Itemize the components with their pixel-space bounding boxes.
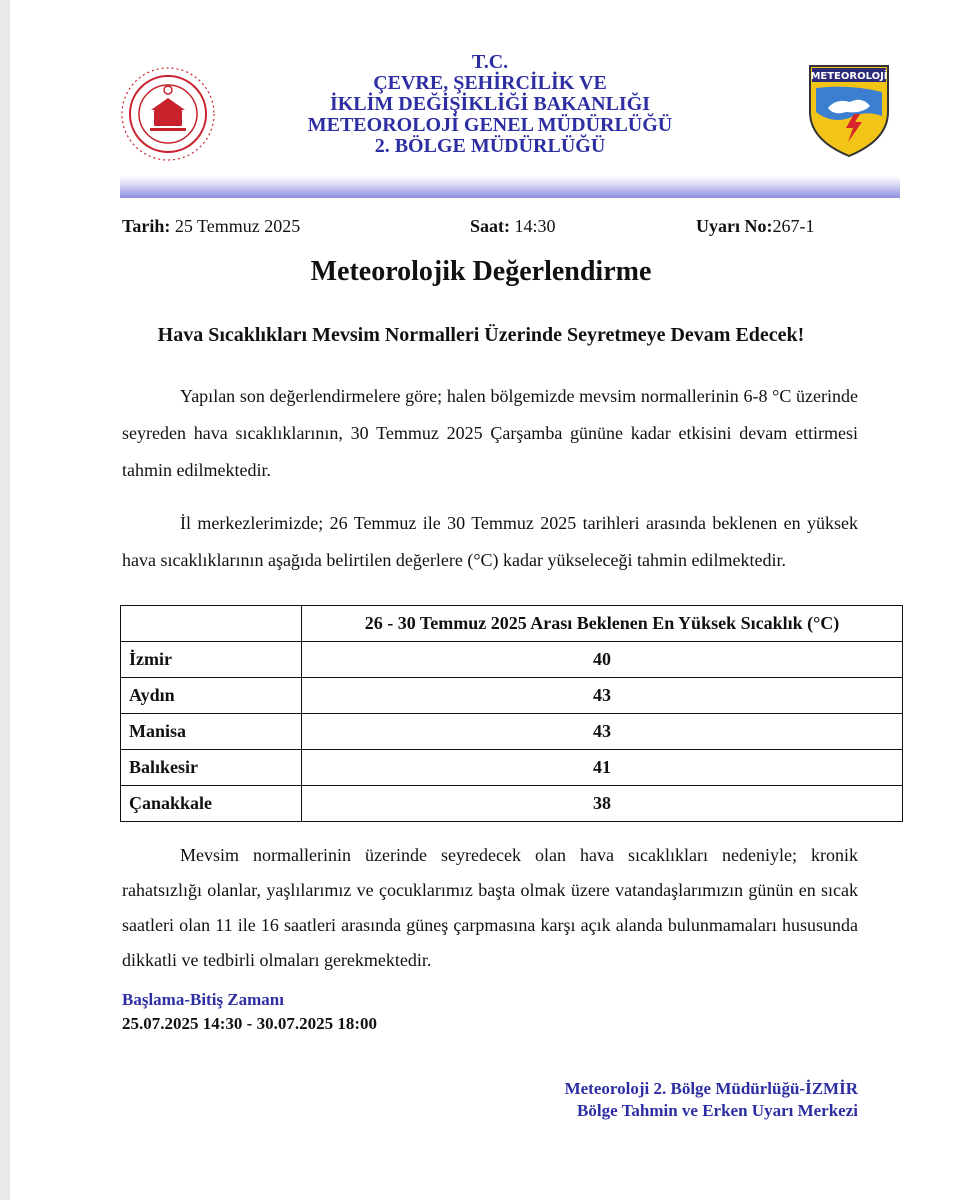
- header-line: T.C.: [471, 51, 509, 73]
- ministry-emblem-icon: [120, 66, 216, 162]
- document-title: Meteorolojik Değerlendirme: [310, 256, 652, 287]
- temperature-cell: 43: [302, 714, 903, 750]
- paragraph-2: İl merkezlerimizde; 26 Temmuz ile 30 Temmuz 2025 tarihleri arasında beklenen en yüksek hava sıcaklıklarının aşağıda belirtilen değerlere (°C) kadar yükseleceği tahmin edilmektedir.: [122, 513, 858, 570]
- warning-label: Uyarı No:: [696, 216, 773, 236]
- header-line: METEOROLOJİ GENEL MÜDÜRLÜĞÜ: [307, 114, 673, 136]
- table-row: [121, 786, 903, 822]
- temperature-cell: 43: [302, 678, 903, 714]
- city-cell: Balıkesir: [121, 750, 302, 786]
- time-field: [470, 216, 556, 237]
- document-subtitle: Hava Sıcaklıkları Mevsim Normalleri Üzerinde Seyretmeye Devam Edecek!: [157, 324, 805, 346]
- schedule-label: Başlama-Bitiş Zamanı: [122, 990, 284, 1009]
- warning-value: 267-1: [772, 216, 815, 236]
- date-field: [122, 216, 300, 237]
- table-row: [121, 750, 903, 786]
- temperature-cell: 41: [302, 750, 903, 786]
- schedule-block: [122, 988, 377, 1036]
- table-row: [121, 642, 903, 678]
- city-cell: İzmir: [121, 642, 302, 678]
- city-cell: Aydın: [121, 678, 302, 714]
- warning-number-field: [696, 216, 814, 237]
- city-cell: Manisa: [121, 714, 302, 750]
- page-edge: [0, 0, 10, 1200]
- paragraph-1: Yapılan son değerlendirmelere göre; halen bölgemizde mevsim normallerinin 6-8 °C üzerinde seyreden hava sıcaklıklarının, 30 Temmuz 2025 Çarşamba gününe kadar etkisini devam ettirmesi tahmin edilmektedir.: [122, 386, 858, 480]
- temperature-cell: 38: [302, 786, 903, 822]
- time-value: 14:30: [514, 216, 556, 236]
- city-cell: Çanakkale: [121, 786, 302, 822]
- schedule-value: 25.07.2025 14:30 - 30.07.2025 18:00: [122, 1014, 377, 1033]
- header-line: 2. BÖLGE MÜDÜRLÜĞÜ: [374, 135, 606, 157]
- temperature-table: [120, 605, 903, 822]
- table-header-cell: 26 - 30 Temmuz 2025 Arası Beklenen En Yüksek Sıcaklık (°C): [302, 606, 903, 642]
- time-label: Saat:: [470, 216, 510, 236]
- footer-line-1: Meteoroloji 2. Bölge Müdürlüğü-İZMİR: [564, 1079, 858, 1098]
- header-band: [120, 176, 900, 198]
- table-row: [121, 714, 903, 750]
- footer-signature: [565, 1078, 858, 1122]
- paragraph-3: Mevsim normallerinin üzerinde seyredecek olan hava sıcaklıkları nedeniyle; kronik rahatsızlığı olanlar, yaşlılarımız ve çocuklarımız başta olmak üzere vatandaşlarımızın günün en sıcak saatleri olan 11 ile 16 saatleri arasında güneş çarpmasına karşı açık alanda bulunmamaları hususunda dikkatli ve tedbirli olmaları gerekmektedir.: [122, 845, 858, 970]
- date-label: Tarih:: [122, 216, 171, 236]
- header-line: İKLİM DEĞİŞİKLİĞİ BAKANLIĞI: [329, 93, 651, 115]
- footer-line-2: Bölge Tahmin ve Erken Uyarı Merkezi: [577, 1101, 858, 1120]
- table-header-empty-cell: [121, 606, 302, 642]
- header-title: [300, 52, 680, 157]
- meteoroloji-logo-icon: [806, 62, 892, 158]
- table-header-row: [121, 606, 903, 642]
- date-value: 25 Temmuz 2025: [174, 216, 301, 236]
- header-line: ÇEVRE, ŞEHİRCİLİK VE: [373, 72, 607, 94]
- temperature-cell: 40: [302, 642, 903, 678]
- table-row: [121, 678, 903, 714]
- logo-text: METEOROLOJİ: [810, 71, 888, 82]
